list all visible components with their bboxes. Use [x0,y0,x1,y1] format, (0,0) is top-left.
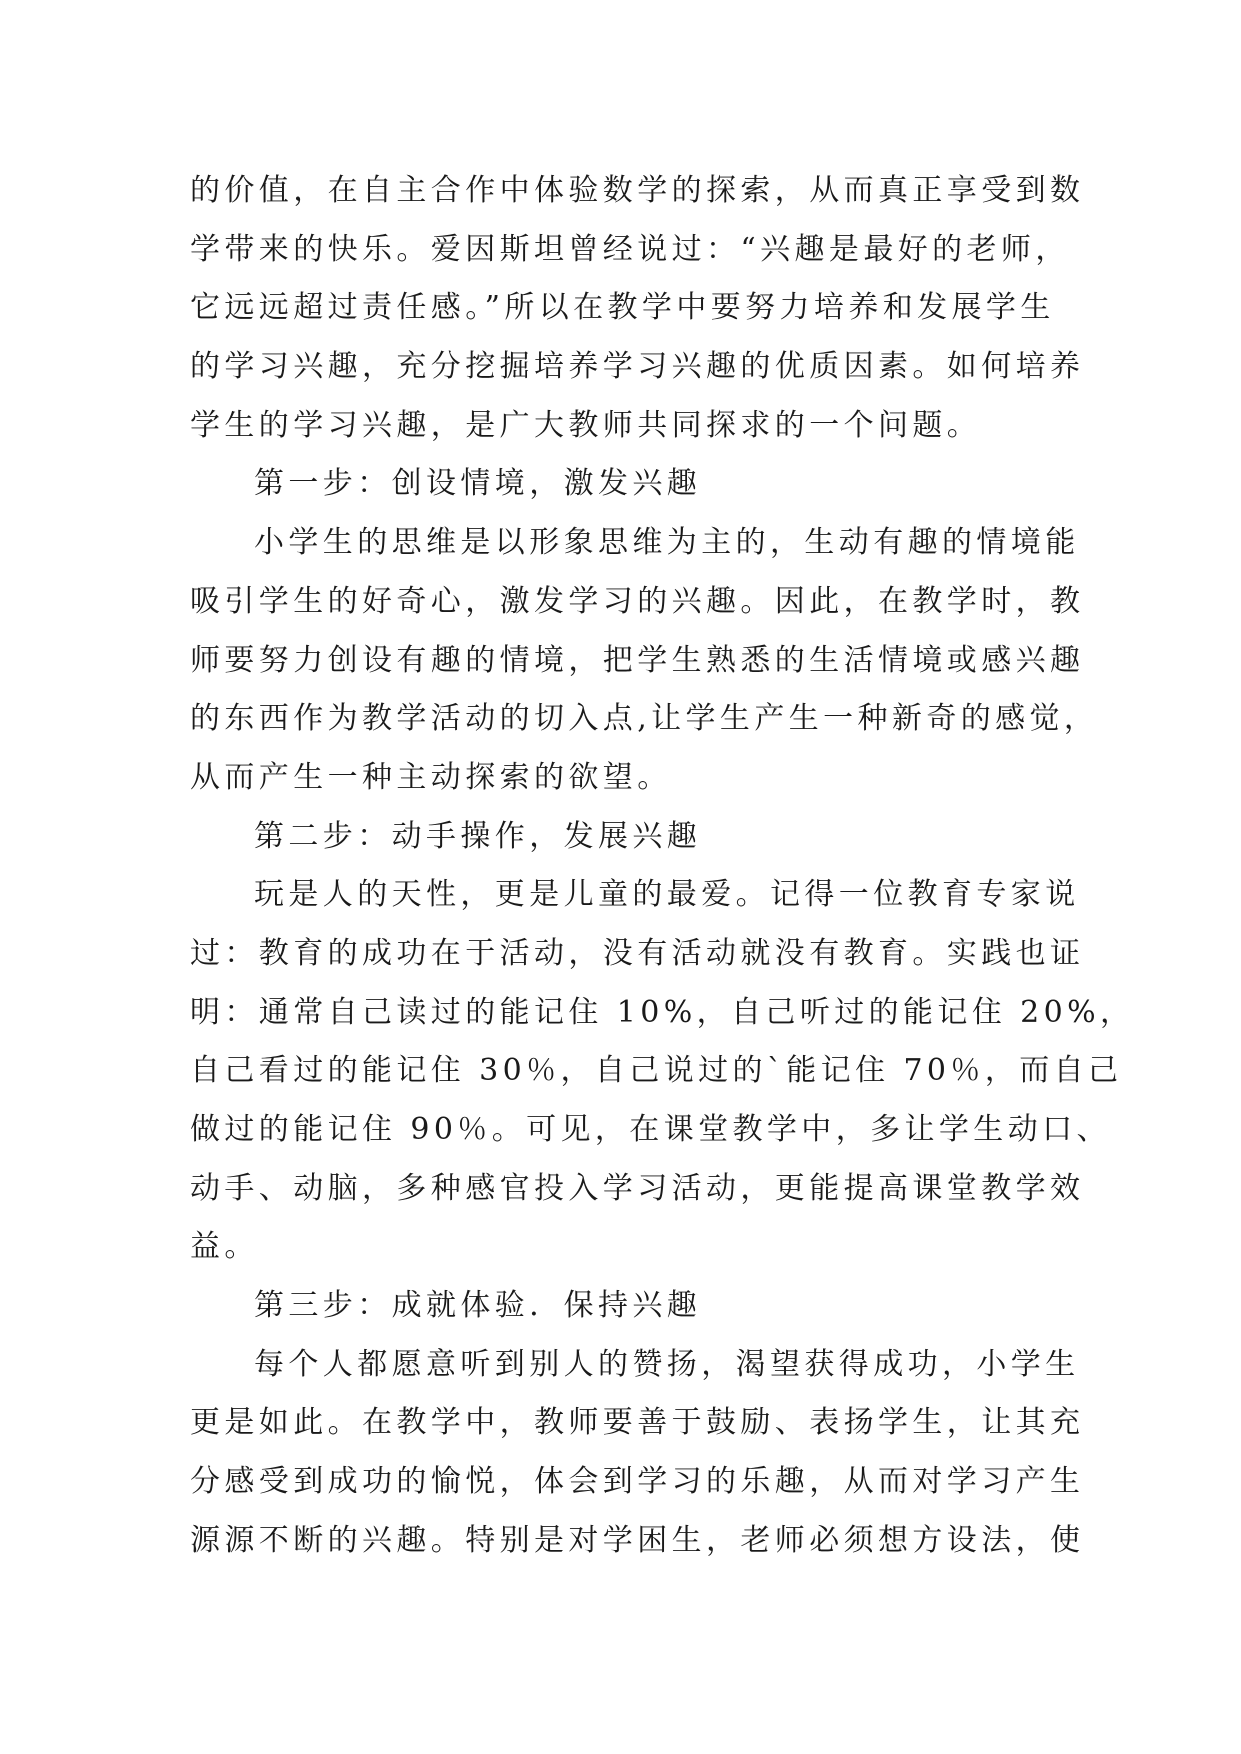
text-line: 它远远超过责任感。”所以在教学中要努力培养和发展学生 [190,290,1055,326]
text-line: 学生的学习兴趣，是广大教师共同探求的一个问题。 [190,407,982,443]
text-line: 第二步：动手操作，发展兴趣 [254,818,702,854]
text-line: 第一步：创设情境，激发兴趣 [254,466,702,502]
text-line: 益。 [190,1229,259,1265]
text-line: 每个人都愿意听到别人的赞扬，渴望获得成功，小学生 [254,1346,1080,1382]
text-line: 小学生的思维是以形象思维为主的，生动有趣的情境能 [254,525,1080,561]
text-line: 的学习兴趣，充分挖掘培养学习兴趣的优质因素。如何培养 [190,349,1085,385]
text-line: 做过的能记住 90％。可见，在课堂教学中，多让学生动口、 [190,1112,1111,1147]
text-line: 玩是人的天性，更是儿童的最爱。记得一位教育专家说 [254,877,1080,913]
text-line: 吸引学生的好奇心，激发学习的兴趣。因此，在教学时，教 [190,583,1085,619]
text-line: 过：教育的成功在于活动，没有活动就没有教育。实践也证 [190,935,1085,971]
text-line: 明：通常自己读过的能记住 10%，自己听过的能记住 20%， [190,994,1135,1030]
text-line: 的东西作为教学活动的切入点,让学生产生一种新奇的感觉， [190,701,1099,737]
text-line: 从而产生一种主动探索的欲望。 [190,759,672,795]
text-line: 动手、动脑，多种感官投入学习活动，更能提高课堂教学效 [190,1170,1085,1206]
text-line: 学带来的快乐。爱因斯坦曾经说过：“兴趣是最好的老师， [190,231,1070,267]
document-body [190,162,1135,1571]
text-line: 更是如此。在教学中，教师要善于鼓励、表扬学生，让其充 [190,1405,1085,1441]
text-line: 第三步：成就体验．保持兴趣 [254,1288,702,1324]
text-line: 分感受到成功的愉悦，体会到学习的乐趣，从而对学习产生 [190,1464,1085,1500]
text-line: 师要努力创设有趣的情境，把学生熟悉的生活情境或感兴趣 [190,642,1085,678]
text-line: 的价值，在自主合作中体验数学的探索，从而真正享受到数 [190,173,1085,208]
text-line: 源源不断的兴趣。特别是对学困生，老师必须想方设法，使 [190,1522,1085,1558]
text-line: 自己看过的能记住 30％，自己说过的`能记住 70％，而自己 [190,1053,1123,1089]
